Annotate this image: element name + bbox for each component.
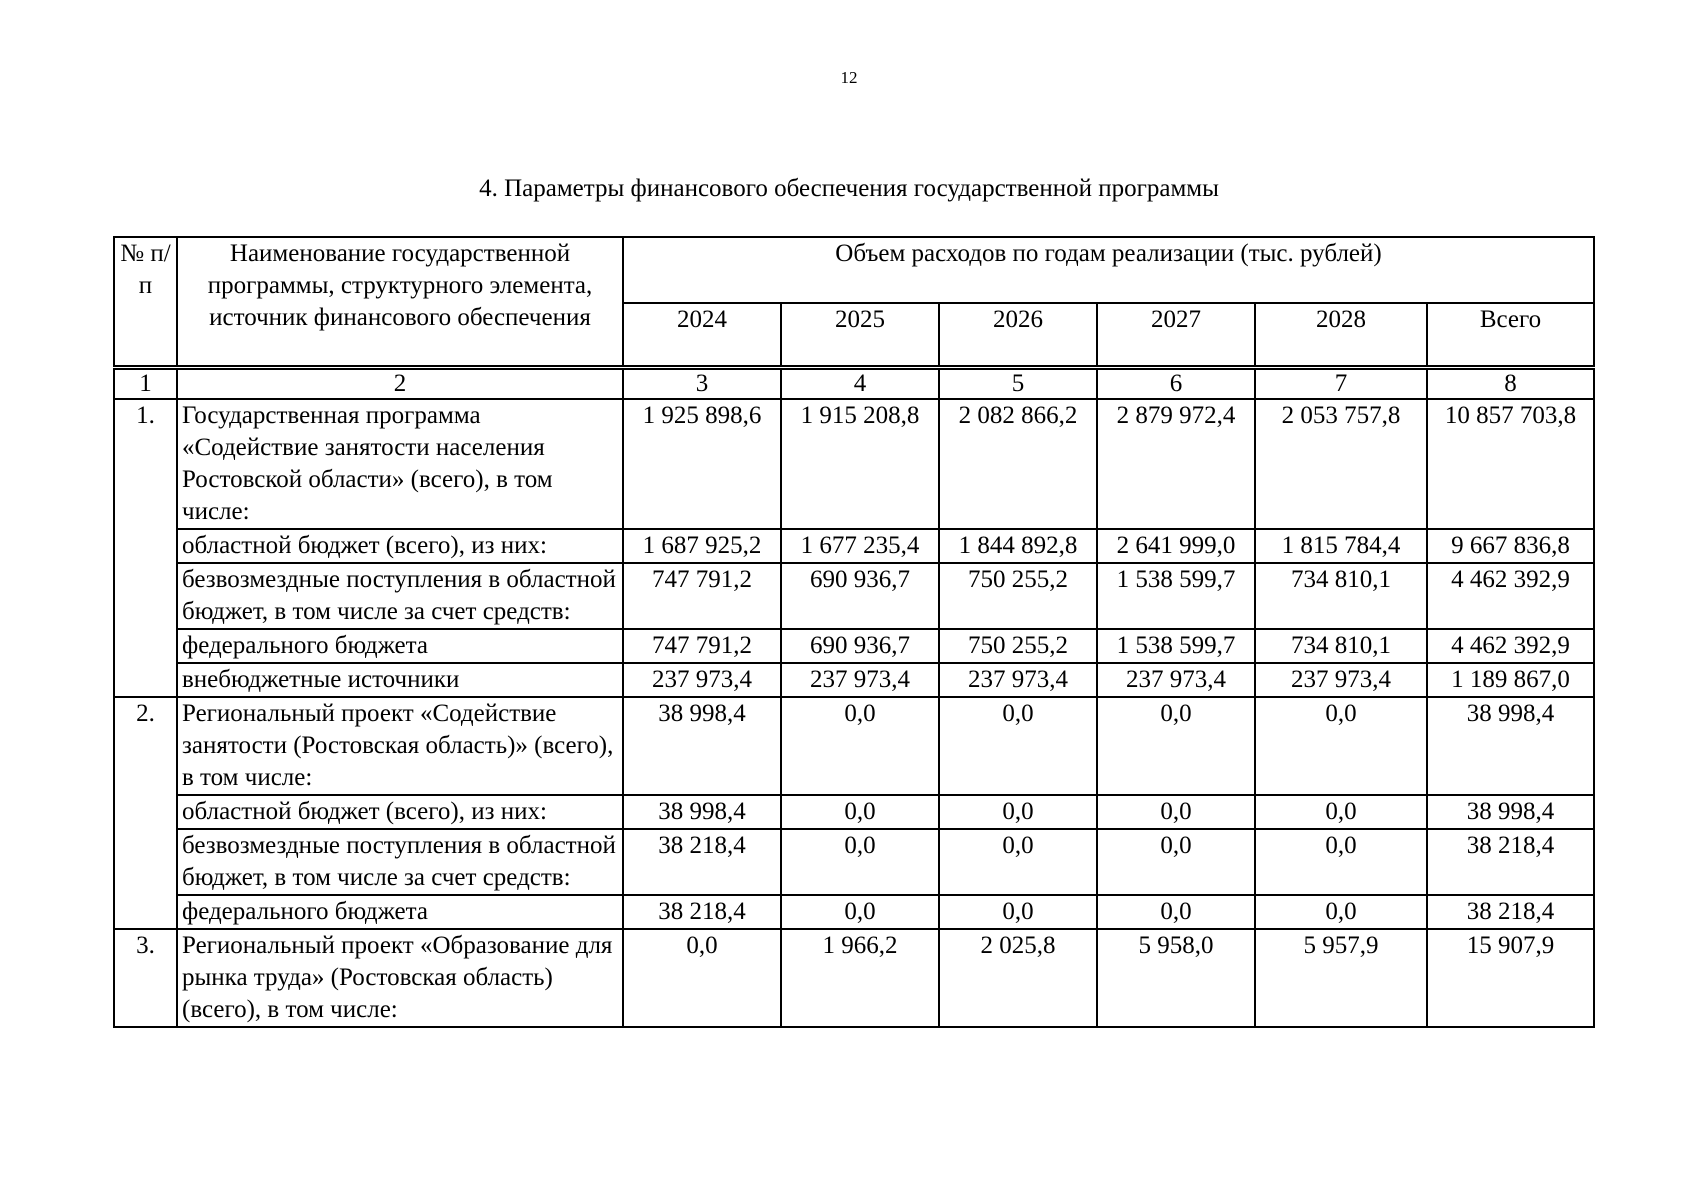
total-cell: 10 857 703,8 xyxy=(1427,399,1594,529)
value-cell: 0,0 xyxy=(1255,697,1427,795)
value-cell: 0,0 xyxy=(781,697,939,795)
value-cell: 38 998,4 xyxy=(623,697,781,795)
value-cell: 237 973,4 xyxy=(939,663,1097,697)
value-cell: 734 810,1 xyxy=(1255,563,1427,629)
value-cell: 2 082 866,2 xyxy=(939,399,1097,529)
value-cell: 38 998,4 xyxy=(623,795,781,829)
row-name: безвозмездные поступления в областной бюджет, в том числе за счет средств: xyxy=(177,829,623,895)
value-cell: 0,0 xyxy=(781,829,939,895)
column-number: 6 xyxy=(1097,367,1255,399)
row-name: Региональный проект «Образование для рынка труда» (Ростовская область) (всего), в том числе: xyxy=(177,929,623,1027)
value-cell: 0,0 xyxy=(939,829,1097,895)
value-cell: 1 538 599,7 xyxy=(1097,563,1255,629)
value-cell: 2 053 757,8 xyxy=(1255,399,1427,529)
value-cell: 0,0 xyxy=(1097,795,1255,829)
value-cell: 237 973,4 xyxy=(781,663,939,697)
value-cell: 0,0 xyxy=(781,795,939,829)
total-cell: 38 218,4 xyxy=(1427,895,1594,929)
total-cell: 1 189 867,0 xyxy=(1427,663,1594,697)
column-number: 3 xyxy=(623,367,781,399)
row-name: внебюджетные источники xyxy=(177,663,623,697)
row-name: Государственная программа «Содействие занятости населения Ростовской области» (всего), в том числе: xyxy=(177,399,623,529)
value-cell: 690 936,7 xyxy=(781,563,939,629)
column-numbers-row xyxy=(114,367,1594,399)
column-number: 5 xyxy=(939,367,1097,399)
value-cell: 690 936,7 xyxy=(781,629,939,663)
value-cell: 0,0 xyxy=(1255,795,1427,829)
column-number: 4 xyxy=(781,367,939,399)
total-cell: 15 907,9 xyxy=(1427,929,1594,1027)
value-cell: 750 255,2 xyxy=(939,563,1097,629)
value-cell: 1 966,2 xyxy=(781,929,939,1027)
value-cell: 0,0 xyxy=(1097,895,1255,929)
table-row xyxy=(114,895,1594,929)
value-cell: 237 973,4 xyxy=(623,663,781,697)
header-year: 2028 xyxy=(1255,303,1427,367)
table-row xyxy=(114,399,1594,529)
total-cell: 38 998,4 xyxy=(1427,795,1594,829)
header-year: 2024 xyxy=(623,303,781,367)
value-cell: 747 791,2 xyxy=(623,629,781,663)
value-cell: 750 255,2 xyxy=(939,629,1097,663)
page-title: 4. Параметры финансового обеспечения государственной программы xyxy=(479,175,1219,202)
table-row xyxy=(114,529,1594,563)
value-cell: 734 810,1 xyxy=(1255,629,1427,663)
value-cell: 5 958,0 xyxy=(1097,929,1255,1027)
value-cell: 0,0 xyxy=(781,895,939,929)
value-cell: 2 641 999,0 xyxy=(1097,529,1255,563)
value-cell: 0,0 xyxy=(1255,829,1427,895)
table-row xyxy=(114,563,1594,629)
total-cell: 9 667 836,8 xyxy=(1427,529,1594,563)
value-cell: 237 973,4 xyxy=(1097,663,1255,697)
column-number: 8 xyxy=(1427,367,1594,399)
total-cell: 38 998,4 xyxy=(1427,697,1594,795)
value-cell: 38 218,4 xyxy=(623,895,781,929)
table-row xyxy=(114,697,1594,795)
header-total: Всего xyxy=(1427,303,1594,367)
value-cell: 1 687 925,2 xyxy=(623,529,781,563)
total-cell: 38 218,4 xyxy=(1427,829,1594,895)
value-cell: 747 791,2 xyxy=(623,563,781,629)
value-cell: 0,0 xyxy=(623,929,781,1027)
table-row xyxy=(114,829,1594,895)
table-row xyxy=(114,629,1594,663)
column-number: 7 xyxy=(1255,367,1427,399)
value-cell: 1 915 208,8 xyxy=(781,399,939,529)
value-cell: 2 879 972,4 xyxy=(1097,399,1255,529)
table-row xyxy=(114,929,1594,1027)
total-cell: 4 462 392,9 xyxy=(1427,629,1594,663)
value-cell: 0,0 xyxy=(1097,697,1255,795)
header-num: № п/п xyxy=(114,237,177,367)
header-row xyxy=(114,237,1594,303)
header-year: 2026 xyxy=(939,303,1097,367)
column-number: 2 xyxy=(177,367,623,399)
row-name: областной бюджет (всего), из них: xyxy=(177,795,623,829)
header-year: 2027 xyxy=(1097,303,1255,367)
value-cell: 1 815 784,4 xyxy=(1255,529,1427,563)
row-number: 1. xyxy=(114,399,177,697)
column-number: 1 xyxy=(114,367,177,399)
value-cell: 1 844 892,8 xyxy=(939,529,1097,563)
value-cell: 1 925 898,6 xyxy=(623,399,781,529)
value-cell: 1 538 599,7 xyxy=(1097,629,1255,663)
table-row xyxy=(114,663,1594,697)
row-number: 2. xyxy=(114,697,177,929)
row-name: федерального бюджета xyxy=(177,629,623,663)
value-cell: 0,0 xyxy=(1097,829,1255,895)
value-cell: 0,0 xyxy=(939,795,1097,829)
row-name: областной бюджет (всего), из них: xyxy=(177,529,623,563)
row-name: федерального бюджета xyxy=(177,895,623,929)
header-volume: Объем расходов по годам реализации (тыс. рублей) xyxy=(623,237,1594,303)
value-cell: 0,0 xyxy=(939,697,1097,795)
value-cell: 5 957,9 xyxy=(1255,929,1427,1027)
row-name: безвозмездные поступления в областной бюджет, в том числе за счет средств: xyxy=(177,563,623,629)
value-cell: 38 218,4 xyxy=(623,829,781,895)
header-year: 2025 xyxy=(781,303,939,367)
value-cell: 0,0 xyxy=(939,895,1097,929)
value-cell: 0,0 xyxy=(1255,895,1427,929)
financing-table xyxy=(113,236,1595,1028)
value-cell: 2 025,8 xyxy=(939,929,1097,1027)
row-name: Региональный проект «Содействие занятости (Ростовская область)» (всего), в том числе: xyxy=(177,697,623,795)
page-number: 12 xyxy=(840,68,858,87)
value-cell: 237 973,4 xyxy=(1255,663,1427,697)
table-row xyxy=(114,795,1594,829)
header-name: Наименование государственной программы, структурного элемента, источник финансового обеспечения xyxy=(177,237,623,367)
value-cell: 1 677 235,4 xyxy=(781,529,939,563)
total-cell: 4 462 392,9 xyxy=(1427,563,1594,629)
row-number: 3. xyxy=(114,929,177,1027)
